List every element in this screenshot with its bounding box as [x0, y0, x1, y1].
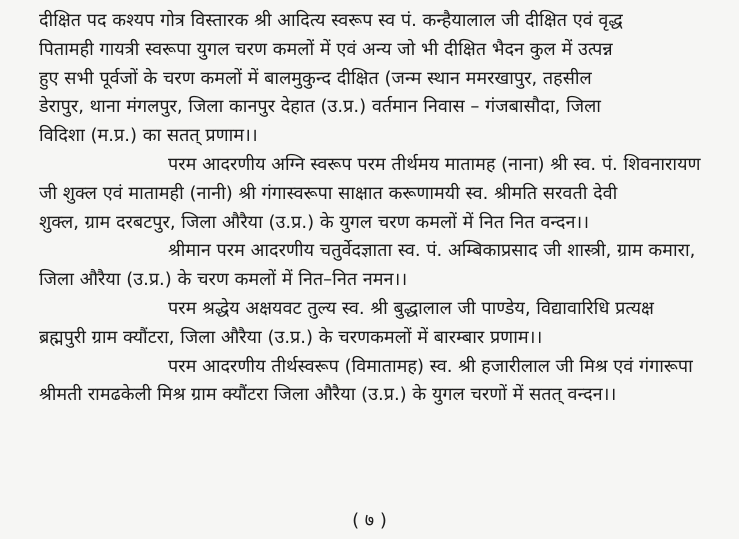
- text-line: ब्रह्मपुरी ग्राम क्यौंटरा, जिला औरैया (उ.प्र.) के चरणकमलों में बारम्बार प्रणाम।।: [39, 326, 543, 348]
- text-line: विदिशा (म.प्र.) का सतत् प्रणाम।।: [39, 125, 258, 147]
- paragraph-start-line: श्रीमान परम आदरणीय चतुर्वेदज्ञाता स्व. पं. अम्बिकाप्रसाद जी शास्त्री, ग्राम कमारा,: [168, 240, 696, 262]
- text-line: पितामही गायत्री स्वरूपा युगल चरण कमलों में एवं अन्य जो भी दीक्षित भैदन कुल में उत्पन्न: [39, 38, 613, 60]
- paragraph-start-line: परम आदरणीय अग्नि स्वरूप परम तीर्थमय मातामह (नाना) श्री स्व. पं. शिवनारायण: [168, 153, 701, 175]
- text-line: शुक्ल, ग्राम दरबटपुर, जिला औरैया (उ.प्र.) के युगल चरण कमलों में नित नित वन्दन।।: [39, 211, 590, 233]
- text-line: हुए सभी पूर्वजों के चरण कमलों में बालमुकुन्द दीक्षित (जन्म स्थान ममरखापुर, तहसील: [39, 67, 592, 89]
- text-line: जी शुक्ल एवं मातामही (नानी) श्री गंगास्वरूपा साक्षात करूणामयी स्व. श्रीमति सरवती देवी: [39, 182, 618, 204]
- text-line: श्रीमती रामढकेली मिश्र ग्राम क्यौंटरा जिला औरैया (उ.प्र.) के युगल चरणों में सतत् वन्दन।।: [39, 384, 617, 406]
- paragraph-start-line: परम श्रद्धेय अक्षयवट तुल्य स्व. श्री बुद्धालाल जी पाण्डेय, विद्यावारिधि प्रत्यक्ष: [168, 297, 654, 319]
- text-line: जिला औरैया (उ.प्र.) के चरण कमलों में नित–नित नमन।।: [39, 269, 408, 291]
- dedication-text: [39, 7, 717, 410]
- paragraph-start-line: परम आदरणीय तीर्थस्वरूप (विमातामह) स्व. श्री हजारीलाल जी मिश्र एवं गंगारूपा: [168, 355, 693, 377]
- text-line: डेरापुर, थाना मंगलपुर, जिला कानपुर देहात (उ.प्र.) वर्तमान निवास – गंजबासौदा, जिला: [39, 96, 601, 118]
- page-number: ( ७ ): [352, 510, 387, 531]
- text-line: दीक्षित पद कश्यप गोत्र विस्तारक श्री आदित्य स्वरूप स्व पं. कन्हैयालाल जी दीक्षित एवं वृद्ध: [39, 10, 623, 31]
